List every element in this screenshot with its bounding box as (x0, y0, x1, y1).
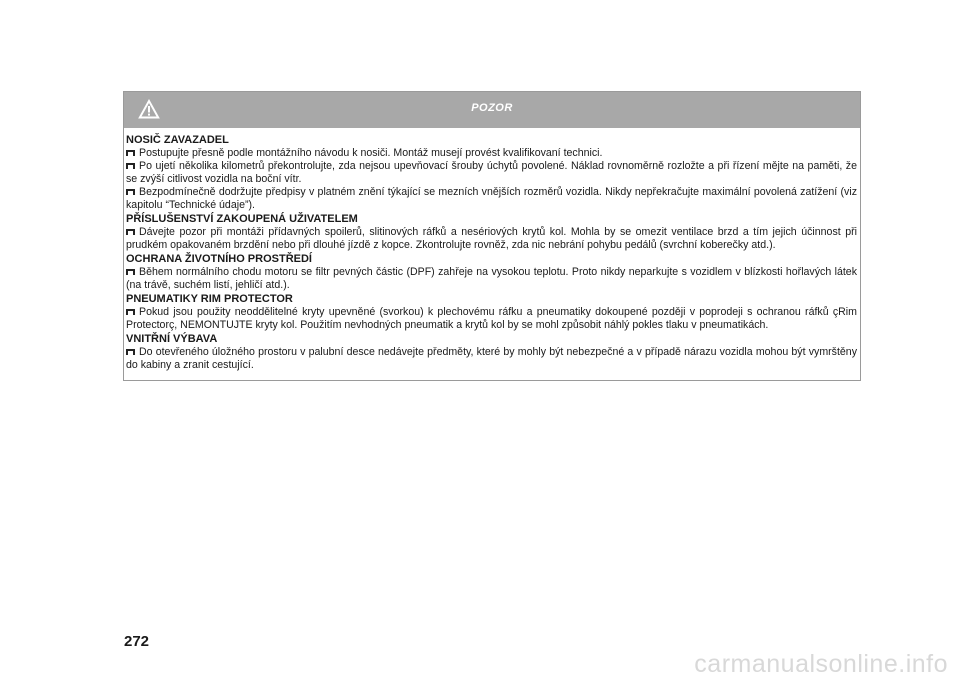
list-item: Postupujte přesně podle montážního návodu k nosiči. Montáž musejí provést kvalifikovaní technici. (126, 147, 857, 160)
bullet-icon (126, 150, 135, 156)
warning-header (124, 92, 860, 128)
list-item: Dávejte pozor při montáži přídavných spoilerů, slitinových ráfků a nesériových krytů kol. Mohla by se omezit ventilace brzd a tím jejich účinnost při prudkém opakovaném brzdění nebo při dlouhé jízdě z kopce. Zkontrolujte rovněž, zda nic nebrání pohybu pedálů (svrchní koberečky atd.). (126, 226, 857, 251)
list-item: Do otevřeného úložného prostoru v palubní desce nedávejte předměty, které by mohly být nebezpečné a v případě nárazu vozidla mohou být vymrštěny do kabiny a zranit cestující. (126, 346, 857, 371)
bullet-icon (126, 229, 135, 235)
section-heading-accessories: PŘÍSLUŠENSTVÍ ZAKOUPENÁ UŽIVATELEM (126, 213, 358, 225)
bullet-icon (126, 269, 135, 275)
warning-title: POZOR (471, 102, 513, 114)
bullet-icon (126, 189, 135, 195)
watermark: carmanualsonline.info (694, 650, 948, 678)
warning-box (123, 91, 861, 381)
section-heading-environment: OCHRANA ŽIVOTNÍHO PROSTŘEDÍ (126, 253, 312, 265)
bullet-icon (126, 163, 135, 169)
page-number: 272 (124, 633, 150, 650)
list-item: Během normálního chodu motoru se filtr pevných částic (DPF) zahřeje na vysokou teplotu. Proto nikdy neparkujte s vozidlem v blízkosti hořlavých látek (na trávě, suchém listí, jehličí atd.). (126, 266, 857, 291)
bullet-icon (126, 349, 135, 355)
warning-body (124, 128, 860, 380)
section-heading-interior: VNITŘNÍ VÝBAVA (126, 333, 218, 345)
bullet-icon (126, 309, 135, 315)
list-item: Bezpodmínečně dodržujte předpisy v platném znění týkající se mezních vnějších rozměrů vozidla. Nikdy nepřekračujte maximální povolená zatížení (viz kapitolu “Technické údaje”). (126, 186, 857, 211)
section-heading-roof-rack: NOSIČ ZAVAZADEL (126, 134, 229, 146)
list-item: Po ujetí několika kilometrů překontrolujte, zda nejsou upevňovací šrouby úchytů povolené. Náklad rovnoměrně rozložte a při řízení mějte na paměti, že se zvýší citlivost vozidla na boční vítr. (126, 160, 857, 185)
list-item: Pokud jsou použity neoddělitelné kryty upevněné (svorkou) k plechovému ráfku a pneumatiky dokoupené později v poprodeji s ochranou ráfků çRim Protectorç, NEMONTUJTE kryty kol. Použitím nevhodných pneumatik a krytů kol by se mohl způsobit náhlý pokles tlaku v pneumatikách. (126, 306, 857, 331)
section-heading-rim-protector: PNEUMATIKY RIM PROTECTOR (126, 293, 293, 305)
